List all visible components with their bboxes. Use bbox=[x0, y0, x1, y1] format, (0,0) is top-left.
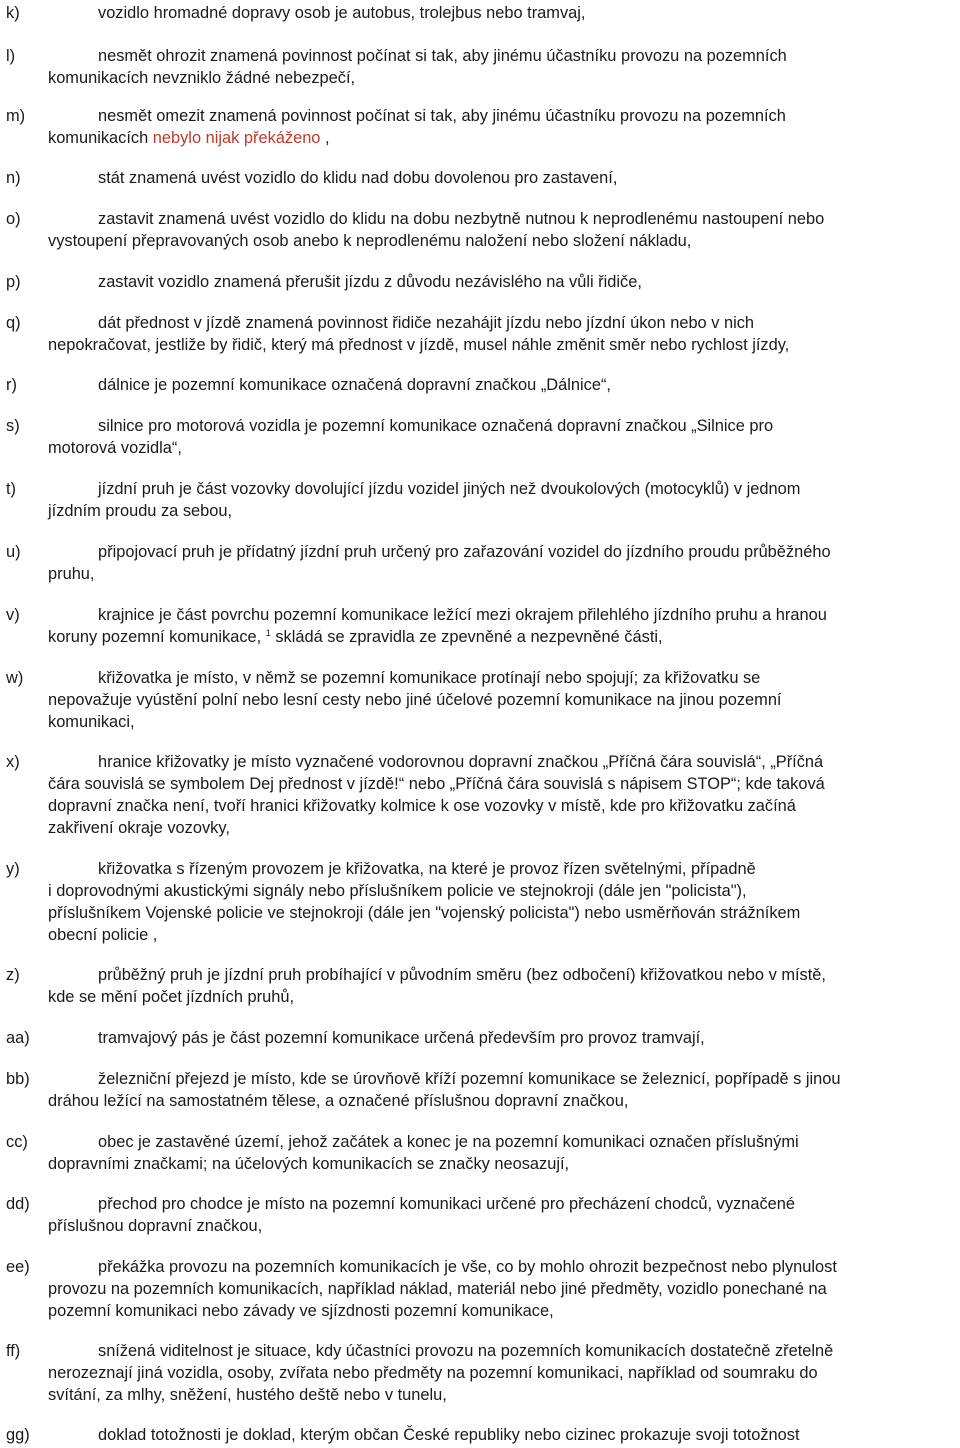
item-text: komunikacích bbox=[48, 129, 153, 147]
item-label: x) bbox=[6, 753, 20, 771]
item-text: přechod pro chodce je místo na pozemní komunikaci určené pro přecházení chodců, vyznačené bbox=[98, 1195, 796, 1213]
item-text: kde se mění počet jízdních pruhů, bbox=[48, 988, 295, 1006]
item-text: nepovažuje vyústění polní nebo lesní cesty nebo jiné účelové pozemní komunikace na jinou pozemní bbox=[48, 691, 782, 709]
item-label: y) bbox=[6, 860, 20, 878]
item-text: doklad totožnosti je doklad, kterým občan České republiky nebo cizinec prokazuje svoji totožnost bbox=[98, 1426, 800, 1444]
item-label: n) bbox=[6, 169, 21, 187]
item-text: snížená viditelnost je situace, kdy účastníci provozu na pozemních komunikacích dostatečně zřetelně bbox=[98, 1342, 834, 1360]
item-text: nerozeznají jiná vozidla, osoby, zvířata nebo předměty na pozemní komunikaci, například od soumraku do bbox=[48, 1364, 818, 1382]
item-label: u) bbox=[6, 543, 21, 561]
item-text: dráhou ležící na samostatném tělese, a označené příslušnou dopravní značkou, bbox=[48, 1092, 629, 1110]
definition-item-z bbox=[6, 964, 956, 1008]
definition-item-m bbox=[6, 105, 956, 149]
item-text: obecní policie , bbox=[48, 926, 158, 944]
definition-item-r bbox=[6, 374, 956, 396]
item-text: jízdní pruh je část vozovky dovolující jízdu vozidel jiných než dvoukolových (motocyklů) v jednom bbox=[98, 480, 801, 498]
item-text: příslušníkem Vojenské policie ve stejnokroji (dále jen "vojenský policista") nebo usměrňován strážníkem bbox=[48, 904, 801, 922]
item-label: w) bbox=[6, 669, 24, 687]
item-text: vozidlo hromadné dopravy osob je autobus, trolejbus nebo tramvaj, bbox=[98, 4, 586, 22]
item-text: obec je zastavěné území, jehož začátek a konec je na pozemní komunikaci označen příslušnými bbox=[98, 1133, 799, 1151]
item-text: dát přednost v jízdě znamená povinnost řidiče nezahájit jízdu nebo jízdní úkon nebo v nich bbox=[98, 314, 755, 332]
item-text: skládá se zpravidla ze zpevněné a nezpevněné části, bbox=[270, 628, 663, 646]
item-label: z) bbox=[6, 966, 20, 984]
item-text: dopravními značkami; na účelových komunikacích se značky neosazují, bbox=[48, 1155, 570, 1173]
definition-item-n bbox=[6, 167, 956, 189]
definition-item-y bbox=[6, 858, 956, 946]
item-label: m) bbox=[6, 107, 26, 125]
item-text: hranice křižovatky je místo vyznačené vodorovnou dopravní značkou „Příčná čára souvislá“, „Příčná bbox=[98, 753, 824, 771]
item-label: q) bbox=[6, 314, 21, 332]
item-text: motorová vozidla“, bbox=[48, 439, 182, 457]
definition-item-v bbox=[6, 604, 956, 648]
item-label: ee) bbox=[6, 1258, 30, 1276]
item-text: křižovatka s řízeným provozem je křižovatka, na které je provoz řízen světelnými, případně bbox=[98, 860, 756, 878]
item-text: pozemní komunikaci nebo závady ve sjízdnosti pozemní komunikace, bbox=[48, 1302, 554, 1320]
definition-item-cc bbox=[6, 1131, 956, 1175]
item-label: k) bbox=[6, 4, 20, 22]
definition-item-ff bbox=[6, 1340, 956, 1406]
item-label: v) bbox=[6, 606, 20, 624]
item-text: komunikaci, bbox=[48, 713, 135, 731]
item-text: připojovací pruh je přídatný jízdní pruh určený pro zařazování vozidel do jízdního proudu průběžného bbox=[98, 543, 831, 561]
definition-item-p bbox=[6, 271, 956, 293]
item-text: nepokračovat, jestliže by řidič, který má přednost v jízdě, musel náhle změnit směr nebo rychlost jízdy, bbox=[48, 336, 790, 354]
item-text: čára souvislá se symbolem Dej přednost v jízdě!“ nebo „Příčná čára souvislá s nápisem STOP“; kde taková bbox=[48, 775, 825, 793]
definition-item-o bbox=[6, 208, 956, 252]
item-text: krajnice je část povrchu pozemní komunikace ležící mezi okrajem přilehlého jízdního pruhu a hranou bbox=[98, 606, 827, 624]
definition-item-q bbox=[6, 312, 956, 356]
item-text: svítání, za mlhy, sněžení, hustého deště nebo v tunelu, bbox=[48, 1386, 447, 1404]
item-text: průběžný pruh je jízdní pruh probíhající v původním směru (bez odbočení) křižovatkou nebo v místě, bbox=[98, 966, 826, 984]
item-text: křižovatka je místo, v němž se pozemní komunikace protínají nebo spojují; za křižovatku se bbox=[98, 669, 761, 687]
item-text: komunikacích nevzniklo žádné nebezpečí, bbox=[48, 69, 356, 87]
item-label: t) bbox=[6, 480, 17, 498]
item-label: r) bbox=[6, 376, 17, 394]
item-text: železniční přejezd je místo, kde se úrovňově kříží pozemní komunikace se železnicí, popřípadě s jinou bbox=[98, 1070, 841, 1088]
item-label: bb) bbox=[6, 1070, 30, 1088]
item-text: jízdním proudu za sebou, bbox=[48, 502, 233, 520]
item-text: příslušnou dopravní značkou, bbox=[48, 1217, 263, 1235]
definition-item-l bbox=[6, 45, 956, 89]
item-text: silnice pro motorová vozidla je pozemní komunikace označená dopravní značkou „Silnice pro bbox=[98, 417, 774, 435]
item-label: l) bbox=[6, 47, 16, 65]
item-text: provozu na pozemních komunikacích, například náklad, materiál nebo jiné předměty, vozidlo ponechané na bbox=[48, 1280, 827, 1298]
footnote-marker: 1 bbox=[265, 628, 271, 638]
item-text: koruny pozemní komunikace, bbox=[48, 628, 266, 646]
item-text: stát znamená uvést vozidlo do klidu nad dobu dovolenou pro zastavení, bbox=[98, 169, 618, 187]
item-label: cc) bbox=[6, 1133, 28, 1151]
definition-item-aa bbox=[6, 1027, 956, 1049]
definition-item-s bbox=[6, 415, 956, 459]
definition-item-k bbox=[6, 2, 956, 24]
item-label: aa) bbox=[6, 1029, 30, 1047]
item-text: nesmět ohrozit znamená povinnost počínat si tak, aby jinému účastníku provozu na pozemních bbox=[98, 47, 787, 65]
definition-item-t bbox=[6, 478, 956, 522]
item-text: zastavit znamená uvést vozidlo do klidu na dobu nezbytně nutnou k neprodlenému nastoupení nebo bbox=[98, 210, 825, 228]
definition-item-ee bbox=[6, 1256, 956, 1322]
definition-item-gg bbox=[6, 1424, 956, 1446]
item-label: o) bbox=[6, 210, 21, 228]
item-label: gg) bbox=[6, 1426, 30, 1444]
definition-item-u bbox=[6, 541, 956, 585]
item-text: tramvajový pás je část pozemní komunikace určená především pro provoz tramvají, bbox=[98, 1029, 705, 1047]
item-label: p) bbox=[6, 273, 21, 291]
definition-item-x bbox=[6, 751, 956, 839]
item-text: zakřivení okraje vozovky, bbox=[48, 819, 230, 837]
definition-item-bb bbox=[6, 1068, 956, 1112]
definition-item-w bbox=[6, 667, 956, 733]
item-text: dopravní značka není, tvoří hranici křižovatky kolmice k ose vozovky v místě, kde pro křižovatku začíná bbox=[48, 797, 796, 815]
item-text: , bbox=[320, 129, 330, 147]
item-text: pruhu, bbox=[48, 565, 95, 583]
item-text: nesmět omezit znamená povinnost počínat si tak, aby jinému účastníku provozu na pozemních bbox=[98, 107, 786, 125]
item-text: dálnice je pozemní komunikace označená dopravní značkou „Dálnice“, bbox=[98, 376, 611, 394]
definition-item-dd bbox=[6, 1193, 956, 1237]
highlighted-text: nebylo nijak překáženo bbox=[152, 129, 321, 147]
item-text: vystoupení přepravovaných osob anebo k neprodlenému naložení nebo složení nákladu, bbox=[48, 232, 692, 250]
item-text: zastavit vozidlo znamená přerušit jízdu z důvodu nezávislého na vůli řidiče, bbox=[98, 273, 642, 291]
item-label: dd) bbox=[6, 1195, 30, 1213]
item-label: s) bbox=[6, 417, 20, 435]
item-text: překážka provozu na pozemních komunikacích je vše, co by mohlo ohrozit bezpečnost nebo plynulost bbox=[98, 1258, 837, 1276]
item-text: i doprovodnými akustickými signály nebo příslušníkem policie ve stejnokroji (dále jen "policista"), bbox=[48, 882, 747, 900]
item-label: ff) bbox=[6, 1342, 21, 1360]
